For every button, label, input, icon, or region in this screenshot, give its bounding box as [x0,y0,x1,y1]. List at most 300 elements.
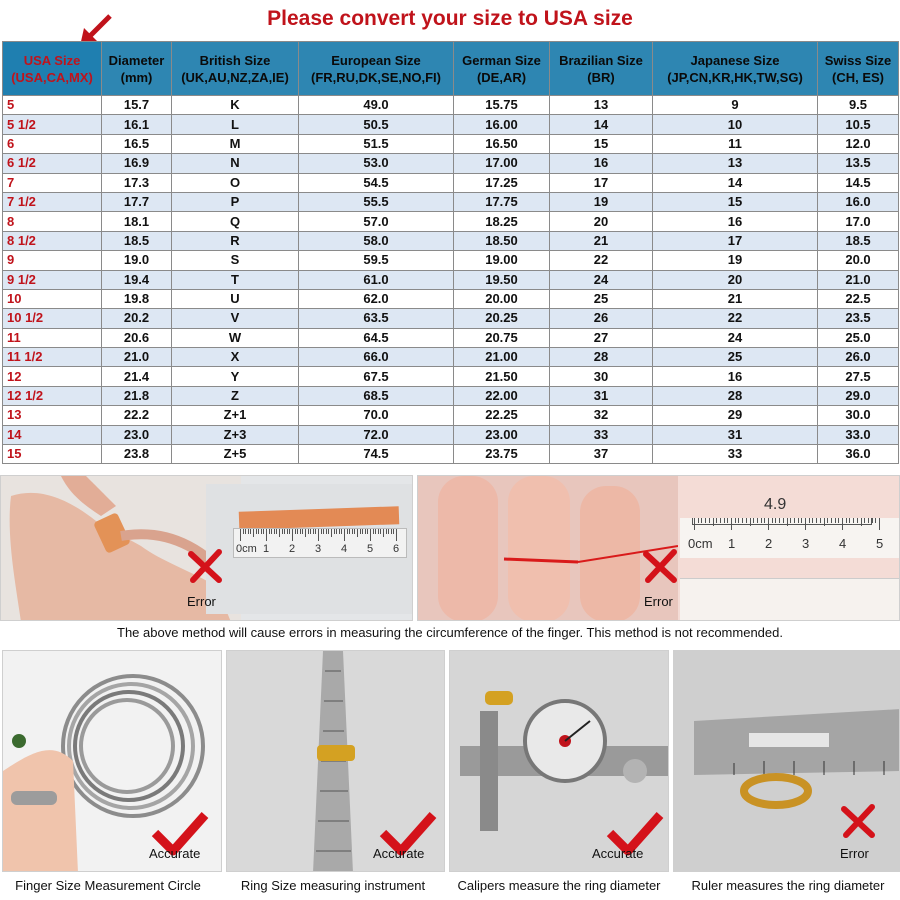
ruler-tick [393,529,394,534]
table-cell: 17.3 [102,173,172,192]
ruler-tick [875,518,876,523]
table-cell: 22 [550,251,653,270]
usa-size-cell: 11 1/2 [3,348,102,367]
table-cell: 63.5 [299,309,454,328]
panel-tape-method [0,475,413,621]
column-header [3,42,102,96]
table-cell: 9 [653,96,818,115]
usa-size-cell: 7 1/2 [3,192,102,211]
column-header-regions: (USA,CA,MX) [11,69,93,85]
column-header-title: European Size [331,52,421,68]
ruler-tick [341,529,342,534]
table-cell: 31 [653,425,818,444]
ruler-tick [352,529,353,534]
ruler-tick [378,529,379,534]
ruler-tick [328,529,329,534]
ruler-tick [269,529,270,534]
table-row [3,289,899,308]
table-cell: 21.8 [102,386,172,405]
table-row [3,251,899,270]
table-cell: X [172,348,299,367]
usa-size-cell: 12 [3,367,102,386]
ruler-tick [276,529,277,534]
table-cell: Z+5 [172,445,299,464]
usa-size-cell: 7 [3,173,102,192]
error-x-icon [640,546,680,586]
column-header-regions: (DE,AR) [476,69,527,85]
error-label: Error [644,594,673,609]
table-cell: 20 [653,270,818,289]
ruler-number: 0cm [236,543,257,555]
column-header-title: Diameter [108,52,165,68]
table-cell: 20.00 [454,289,550,308]
table-row [3,154,899,173]
ruler-tick [274,529,275,534]
table-cell: 18.5 [818,231,899,250]
table-cell: 18.50 [454,231,550,250]
table-cell: T [172,270,299,289]
ruler-tick [292,529,293,541]
table-cell: 55.5 [299,192,454,211]
ruler-tick [256,529,257,534]
column-header-title: Brazilian Size [559,52,643,68]
table-row [3,173,899,192]
table-row [3,348,899,367]
table-cell: Z+3 [172,425,299,444]
table-cell: 54.5 [299,173,454,192]
caption-mandrel: Ring Size measuring instrument [240,878,426,893]
table-cell: 29.0 [818,386,899,405]
ruler-number: 6 [393,543,400,555]
ruler-number: 5 [876,536,884,551]
column-header [818,42,899,96]
column-header [653,42,818,96]
ruler-tick [396,529,397,541]
table-cell: 13 [653,154,818,173]
panel-mandrel [226,650,445,872]
ruler-tick [282,529,283,534]
ruler-number: 2 [289,543,296,555]
usa-size-cell: 5 1/2 [3,115,102,134]
ruler-number: 3 [315,543,322,555]
table-cell: 14 [550,115,653,134]
table-row [3,96,899,115]
ruler-tick [313,529,314,534]
ruler-tick [391,529,392,534]
ruler-tick [386,529,387,534]
usa-size-cell: 8 [3,212,102,231]
table-cell: 18.1 [102,212,172,231]
table-cell: Q [172,212,299,231]
ruler-tick [370,529,371,541]
ruler-tick [334,529,335,534]
table-cell: 17.75 [454,192,550,211]
table-cell: 17.25 [454,173,550,192]
panel-calipers [449,650,669,872]
ruler-tick [388,529,389,534]
table-cell: 20.75 [454,328,550,347]
ruler-tick [248,529,249,534]
table-cell: 58.0 [299,231,454,250]
ruler-tick [375,529,376,534]
table-cell: 23.0 [102,425,172,444]
table-cell: 14 [653,173,818,192]
table-cell: 22.5 [818,289,899,308]
ruler-tick [271,529,272,534]
usa-size-cell: 11 [3,328,102,347]
table-cell: 19.00 [454,251,550,270]
column-header [102,42,172,96]
column-header [172,42,299,96]
panel-measurement-circle [2,650,222,872]
table-cell: 21.4 [102,367,172,386]
table-cell: 53.0 [299,154,454,173]
table-cell: 68.5 [299,386,454,405]
usa-size-cell: 6 1/2 [3,154,102,173]
ruler-tick [318,529,319,541]
ruler-tick [367,529,368,534]
ruler-tick [302,529,303,534]
table-cell: 15.75 [454,96,550,115]
table-body [3,96,899,464]
column-header-title: Swiss Size [824,52,892,68]
table-cell: 66.0 [299,348,454,367]
ruler-tick [300,529,301,534]
ruler-tick [284,529,285,534]
ruler-tick [258,529,259,534]
table-cell: 23.5 [818,309,899,328]
usa-size-cell: 10 [3,289,102,308]
ruler-tick [326,529,327,534]
ruler-tick [373,529,374,534]
error-x-icon [185,546,225,586]
usa-size-cell: 9 1/2 [3,270,102,289]
table-cell: 10 [653,115,818,134]
verdict-label: Accurate [149,846,201,861]
table-cell: 20.2 [102,309,172,328]
table-cell: 72.0 [299,425,454,444]
table-cell: 22.25 [454,406,550,425]
table-cell: 27.5 [818,367,899,386]
table-cell: 16.50 [454,134,550,153]
table-cell: 18.5 [102,231,172,250]
table-cell: 29 [653,406,818,425]
ruler-number: 1 [728,536,736,551]
table-cell: 33 [653,445,818,464]
column-header [454,42,550,96]
column-header-title: German Size [462,52,541,68]
ruler-tick [336,529,337,534]
ruler-tick [279,529,280,537]
table-cell: 16 [550,154,653,173]
table-cell: W [172,328,299,347]
table-cell: 64.5 [299,328,454,347]
ruler-tick [380,529,381,534]
column-header-title: Japanese Size [690,52,780,68]
ruler-tick [321,529,322,534]
table-cell: 16.9 [102,154,172,173]
usa-size-cell: 13 [3,406,102,425]
column-header [550,42,653,96]
table-cell: 22.00 [454,386,550,405]
ruler [233,528,407,558]
column-header-title: British Size [199,52,271,68]
panel-string-method [417,475,900,621]
measure-bracket [692,518,872,525]
usa-size-cell: 12 1/2 [3,386,102,405]
column-header-regions: (FR,RU,DK,SE,NO,FI) [311,69,441,85]
table-cell: 57.0 [299,212,454,231]
table-cell: M [172,134,299,153]
table-cell: 10.5 [818,115,899,134]
table-row [3,367,899,386]
table-cell: 19 [550,192,653,211]
ruler-number: 5 [367,543,374,555]
ruler-tick [310,529,311,534]
column-header-regions: (JP,CN,KR,HK,TW,SG) [667,69,803,85]
table-cell: 20.25 [454,309,550,328]
table-cell: 17.7 [102,192,172,211]
table-cell: 18.25 [454,212,550,231]
usa-size-cell: 14 [3,425,102,444]
table-cell: 14.5 [818,173,899,192]
usa-size-cell: 6 [3,134,102,153]
size-conversion-table [2,41,899,464]
table-cell: S [172,251,299,270]
table-cell: 74.5 [299,445,454,464]
ruler-tick [344,529,345,541]
ruler-tick [295,529,296,534]
ruler-tick [289,529,290,534]
ruler-tick [240,529,241,541]
page-title: Please convert your size to USA size [267,7,633,30]
table-cell: 22.2 [102,406,172,425]
table-cell: 36.0 [818,445,899,464]
table-cell: 23.8 [102,445,172,464]
table-cell: 20.6 [102,328,172,347]
table-cell: 37 [550,445,653,464]
measure-value: 4.9 [764,496,787,513]
ruler-tick [339,529,340,534]
ruler-tick [357,529,358,537]
table-cell: N [172,154,299,173]
table-cell: 30.0 [818,406,899,425]
ruler-tick [315,529,316,534]
caption-calipers: Calipers measure the ring diameter [457,878,661,893]
table-cell: 19.4 [102,270,172,289]
ruler-tick [266,529,267,541]
table-cell: 32 [550,406,653,425]
table-cell: Z [172,386,299,405]
ruler-tick [879,518,880,530]
table-cell: U [172,289,299,308]
verdict-label: Accurate [373,846,425,861]
table-cell: 49.0 [299,96,454,115]
panel-ruler [673,650,900,872]
table-cell: 33 [550,425,653,444]
table-cell: 11 [653,134,818,153]
table-cell: 13 [550,96,653,115]
ruler-tick [250,529,251,534]
table-cell: 28 [653,386,818,405]
table-cell: 19.8 [102,289,172,308]
table-cell: 23.75 [454,445,550,464]
table-cell: 16.5 [102,134,172,153]
ruler-tick [331,529,332,537]
table-cell: 19.50 [454,270,550,289]
table-cell: 25.0 [818,328,899,347]
table-cell: 16 [653,212,818,231]
error-label: Error [187,594,216,609]
error-x-icon [838,801,878,841]
table-cell: 20.0 [818,251,899,270]
ruler-number: 2 [765,536,773,551]
table-row [3,134,899,153]
table-cell: 25 [550,289,653,308]
table-cell: 30 [550,367,653,386]
warning-note: The above method will cause errors in measuring the circumference of the finger. This method is not recommended. [117,625,783,640]
caption-measurement-circle: Finger Size Measurement Circle [15,878,201,893]
ruler-tick [365,529,366,534]
ruler-number: 1 [263,543,270,555]
table-cell: 26.0 [818,348,899,367]
caption-ruler: Ruler measures the ring diameter [691,878,885,893]
table-cell: O [172,173,299,192]
column-header [299,42,454,96]
ruler-tick [261,529,262,534]
ruler-bottom [680,578,900,621]
table-cell: 21 [653,289,818,308]
table-cell: 16 [653,367,818,386]
table-cell: 33.0 [818,425,899,444]
table-row [3,270,899,289]
ruler-number: 3 [802,536,810,551]
table-cell: 12.0 [818,134,899,153]
table-row [3,309,899,328]
table-row [3,115,899,134]
table-cell: Y [172,367,299,386]
table-cell: R [172,231,299,250]
table-row [3,386,899,405]
table-cell: 22 [653,309,818,328]
table-cell: 27 [550,328,653,347]
ruler-tick [287,529,288,534]
table-row [3,212,899,231]
ruler-tick [305,529,306,537]
table-cell: 13.5 [818,154,899,173]
table-cell: 16.0 [818,192,899,211]
table-cell: 15.7 [102,96,172,115]
usa-size-cell: 10 1/2 [3,309,102,328]
column-header-regions: (BR) [587,69,615,85]
table-cell: 21.50 [454,367,550,386]
table-row [3,406,899,425]
table-row [3,445,899,464]
table-cell: 19.0 [102,251,172,270]
ruler-tick [323,529,324,534]
table-cell: 17 [653,231,818,250]
table-header-row [3,42,899,96]
ruler-tick [243,529,244,534]
table-cell: 17.0 [818,212,899,231]
table-cell: V [172,309,299,328]
ruler-tick [245,529,246,534]
table-cell: Z+1 [172,406,299,425]
table-cell: 21.0 [818,270,899,289]
table-cell: 17.00 [454,154,550,173]
ruler-tick [253,529,254,537]
table-cell: 31 [550,386,653,405]
ruler-tick [354,529,355,534]
table-row [3,425,899,444]
table-cell: 67.5 [299,367,454,386]
table-cell: 15 [550,134,653,153]
ruler-tick [360,529,361,534]
table-cell: 16.1 [102,115,172,134]
ruler-tick [383,529,384,537]
table-cell: 61.0 [299,270,454,289]
table-cell: 21 [550,231,653,250]
table-cell: 50.5 [299,115,454,134]
table-cell: 62.0 [299,289,454,308]
ruler-number: 4 [341,543,348,555]
usa-size-cell: 8 1/2 [3,231,102,250]
table-cell: 26 [550,309,653,328]
table-row [3,192,899,211]
usa-size-cell: 5 [3,96,102,115]
column-header-title: USA Size [23,52,81,68]
table-cell: 16.00 [454,115,550,134]
usa-size-cell: 9 [3,251,102,270]
table-cell: 21.0 [102,348,172,367]
column-header-regions: (UK,AU,NZ,ZA,IE) [181,69,289,85]
ruler-tick [347,529,348,534]
table-cell: 9.5 [818,96,899,115]
ruler-number: 4 [839,536,847,551]
table-cell: 25 [653,348,818,367]
table-cell: 19 [653,251,818,270]
verdict-label: Error [840,846,869,861]
table-cell: K [172,96,299,115]
table-row [3,231,899,250]
ruler-tick [362,529,363,534]
verdict-label: Accurate [592,846,644,861]
table-cell: L [172,115,299,134]
ruler-tick [308,529,309,534]
table-cell: 59.5 [299,251,454,270]
fingers-photo [418,476,678,621]
table-cell: 24 [550,270,653,289]
ruler-tick [263,529,264,534]
table-row [3,328,899,347]
table-cell: 24 [653,328,818,347]
table-cell: 17 [550,173,653,192]
table-cell: 28 [550,348,653,367]
table-cell: P [172,192,299,211]
column-header-regions: (CH, ES) [832,69,884,85]
table-cell: 23.00 [454,425,550,444]
ruler-number: 0cm [688,536,713,551]
table-cell: 15 [653,192,818,211]
column-header-regions: (mm) [120,69,153,85]
ruler-tick [349,529,350,534]
ruler-tick [297,529,298,534]
table-cell: 70.0 [299,406,454,425]
table-cell: 20 [550,212,653,231]
table-cell: 21.00 [454,348,550,367]
table-cell: 51.5 [299,134,454,153]
usa-size-cell: 15 [3,445,102,464]
